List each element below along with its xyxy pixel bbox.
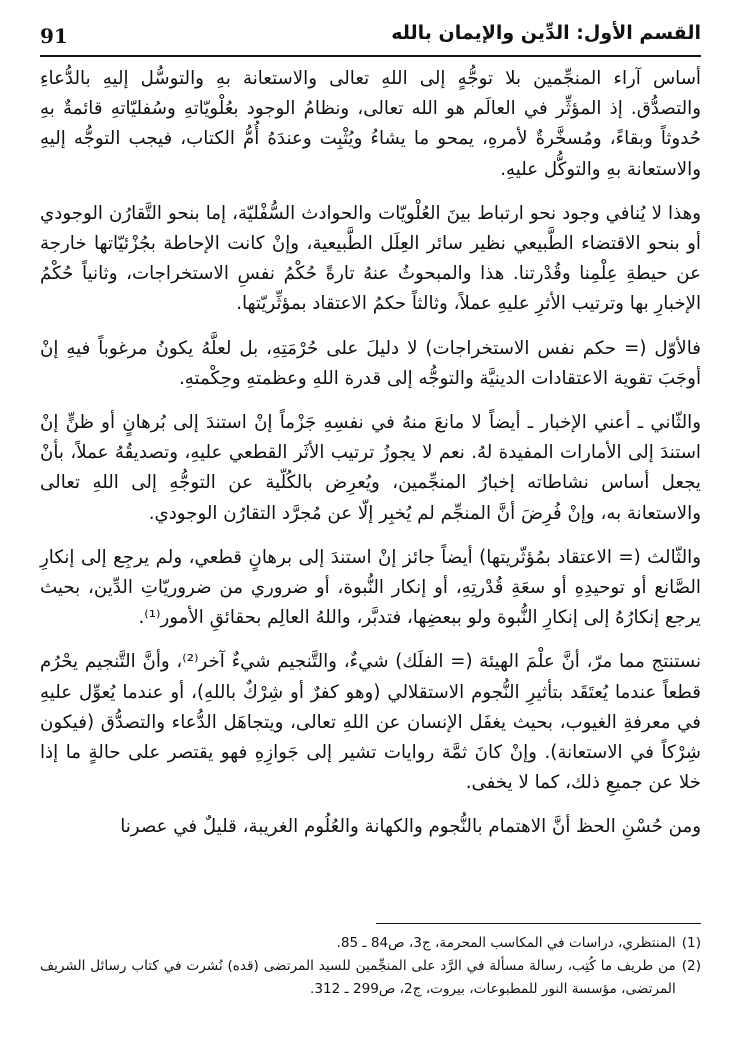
footnote-text: المنتظري، دراسات في المكاسب المحرمة، ج3، ص84 ـ 85. <box>336 935 676 951</box>
paragraph: والثّالث (= الاعتقاد بمُؤثّريتها) أيضاً جائز إنْ استندَ إلى برهانٍ قطعي، ولم يرجِع إلى إنكارِ الصَّانع أو توحيدِهِ أو سعَةِ قُدْرتِهِ، أو إنكار النُّبوة، أو ضروري من ضروريّاتِ الدِّين، بحيث يرجع إنكارُهُ إلى إنكارِ النُّبوة ولو ببعضِها، فتدبَّر، واللهُ العالِم بحقائقِ الأمور⁽¹⁾. <box>40 546 701 629</box>
paragraph: فالأوّل (= حكم نفس الاستخراجات) لا دليلَ على حُرْمَتِهِ، بل لعلَّهُ يكونُ مرغوباً فيهِ إنْ أوجَبَ تقوية الاعتقادات الدينيَّة والتوجُّه إلى قدرة اللهِ وعظمتهِ وحِكْمتهِ. <box>40 337 701 389</box>
footnote-rule <box>376 923 701 924</box>
paragraph: ومن حُسْنِ الحظ أنَّ الاهتمام بالنُّجوم والكهانة والعُلُوم الغريبة، قليلٌ في عصرنا <box>120 816 701 838</box>
paragraph: وهذا لا يُنافي وجود نحو ارتباط بينَ العُلْويّات والحوادث السُّفْليّة، إما بنحو التَّقارُن الوجودي أو بنحو الاقتضاء الطَّبيعي نظير سائر العِلَل الطَّبيعية، وإنْ كانت الإحاطة بجُزْئيّاتها خارجة عن حيطةِ عِلْمِنا وقُدْرتنا. هذا والمبحوثُ عنهُ تارةً حُكْمُ نفسِ الاستخراجات، وثانياً حُكْمُ الإخبارِ بها وترتيب الأثرِ عليهِ عملاً، وثالثاً حكمُ الاعتقاد بمؤثِّريّتها. <box>40 202 701 315</box>
paragraph: نستنتج مما مرّ، أنَّ علْمَ الهيئة (= الفلَك) شيءٌ، والتَّنجيم شيءٌ آخر⁽²⁾، وأنَّ التَّنجيم يحْرُم قطعاً عندما يُعتَقَد بتأثيرِ النُّجوم الاستقلالي (وهو كفرٌ أو شِرْكٌ باللهِ)، أو عندما يُعوِّل عليهِ في معرفةِ الغيوب، بحيث يغفَل الإنسان عن اللهِ تعالى، ويتجاهَل الدُّعاء والتصدُّق (فيكون شِرْكاً في الاستعانة). وإنْ كانَ ثمَّة روايات تشير إلى جَوازِهِ فهو يقتصر على حالةٍ ما إذا خلا عن جميعِ ذلك، كما لا يخفى. <box>40 651 702 794</box>
footnote-text: من طريف ما كُتِب، رسالة مسألة في الرَّد على المنجِّمين للسيد المرتضى (قده) نُشرت في كتاب رسائل الشريف المرتضى، مؤسسة النور للمطبوعات، بيروت، ج2، ص299 ـ 312. <box>40 958 676 997</box>
paragraph: أساس آراء المنجِّمين بلا توجُّهٍ إلى اللهِ تعالى والاستعانة بهِ والتوسُّل إليهِ بالدُّعاءِ والتصدُّق. إذ المؤثِّر في العالَم هو الله تعالى، ونظامُ الوجود بعُلْويّاتهِ وسُفليّاتهِ قائمةٌ بهِ حُدوثاً وبقاءً، ومُسخَّرةٌ لأمرهِ، يمحو ما يشاءُ ويُثْبِت وعندَهُ أُمُّ الكتاب، فيجب التوجُّه إليهِ والاستعانة بهِ والتوكُّل عليهِ. <box>40 68 701 180</box>
footnote <box>40 955 701 1001</box>
header-rule <box>40 55 701 57</box>
footnote-number: (2) <box>681 958 701 974</box>
paragraph: والثّاني ـ أعني الإخبار ـ أيضاً لا مانعَ منهُ في نفسِهِ جَزْماً إنْ استندَ إلى بُرهانٍ أو ظنٍّ إنْ استندَ إلى الأمارات المفيدة لهُ. نعم لا يجوزُ ترتيب الأثَر القطعي عليهِ، وتصديقُهُ عملاً، بأنْ يجعل أساس نشاطاته إخبارُ المنجِّمين، ويُعرِض بالكُلّية عن التوجُّهِ إلى اللهِ تعالى والاستعانة به، وإنْ فُرِضَ أنَّ المنجِّم لم يُخبِر إلّا عن مُجرَّد التقارُن الوجودي. <box>40 412 701 524</box>
page-number: 91 <box>40 24 68 48</box>
footnotes <box>40 932 701 1001</box>
page-header <box>40 20 701 52</box>
footnote-number: (1) <box>681 935 701 951</box>
running-title: القسم الأول: الدِّين والإيمان بالله <box>391 22 701 44</box>
main-text <box>40 64 701 857</box>
footnote <box>40 932 701 955</box>
